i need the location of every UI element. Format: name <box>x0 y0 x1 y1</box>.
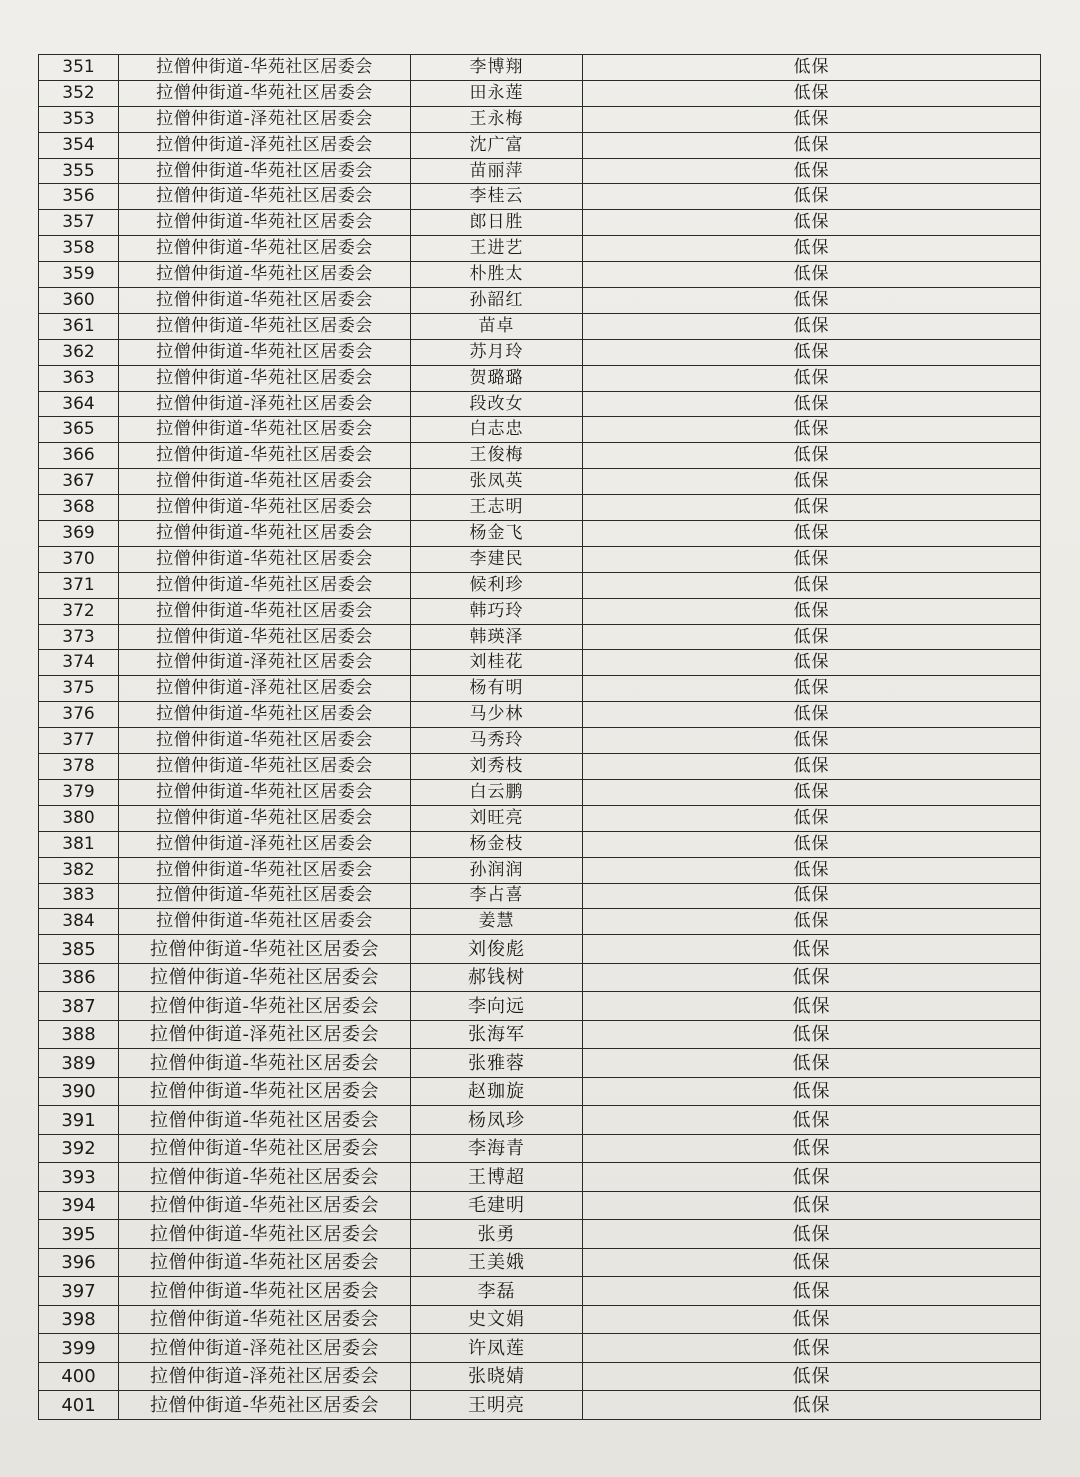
table-row <box>39 469 1041 495</box>
name-cell: 李海青 <box>411 1134 583 1163</box>
table-row <box>39 1020 1041 1049</box>
assistance-type-cell: 低保 <box>583 702 1041 728</box>
serial-number-cell: 373 <box>39 624 119 650</box>
serial-number-cell: 357 <box>39 210 119 236</box>
assistance-type-cell: 低保 <box>583 963 1041 992</box>
organization-cell: 拉僧仲街道-华苑社区居委会 <box>119 624 411 650</box>
organization-cell: 拉僧仲街道-华苑社区居委会 <box>119 236 411 262</box>
assistance-type-cell: 低保 <box>583 676 1041 702</box>
assistance-type-cell: 低保 <box>583 1334 1041 1363</box>
assistance-type-cell: 低保 <box>583 1049 1041 1078</box>
assistance-type-cell: 低保 <box>583 779 1041 805</box>
assistance-type-cell: 低保 <box>583 236 1041 262</box>
name-cell: 贺璐璐 <box>411 365 583 391</box>
table-row <box>39 1077 1041 1106</box>
serial-number-cell: 378 <box>39 754 119 780</box>
table-row <box>39 883 1041 909</box>
table-row <box>39 184 1041 210</box>
serial-number-cell: 389 <box>39 1049 119 1078</box>
assistance-type-cell: 低保 <box>583 546 1041 572</box>
assistance-type-cell: 低保 <box>583 288 1041 314</box>
serial-number-cell: 396 <box>39 1248 119 1277</box>
serial-number-cell: 361 <box>39 313 119 339</box>
name-cell: 李桂云 <box>411 184 583 210</box>
name-cell: 王永梅 <box>411 106 583 132</box>
table-row <box>39 1277 1041 1306</box>
table-row <box>39 1134 1041 1163</box>
table-row <box>39 1305 1041 1334</box>
name-cell: 郝钱树 <box>411 963 583 992</box>
organization-cell: 拉僧仲街道-华苑社区居委会 <box>119 339 411 365</box>
assistance-type-cell: 低保 <box>583 80 1041 106</box>
assistance-type-cell: 低保 <box>583 650 1041 676</box>
name-cell: 朴胜太 <box>411 262 583 288</box>
table-row <box>39 521 1041 547</box>
assistance-type-cell: 低保 <box>583 992 1041 1021</box>
name-cell: 张凤英 <box>411 469 583 495</box>
organization-cell: 拉僧仲街道-华苑社区居委会 <box>119 417 411 443</box>
table-row <box>39 1391 1041 1420</box>
organization-cell: 拉僧仲街道-华苑社区居委会 <box>119 572 411 598</box>
table-row <box>39 650 1041 676</box>
serial-number-cell: 367 <box>39 469 119 495</box>
table-row <box>39 495 1041 521</box>
table-row <box>39 339 1041 365</box>
organization-cell: 拉僧仲街道-华苑社区居委会 <box>119 546 411 572</box>
organization-cell: 拉僧仲街道-华苑社区居委会 <box>119 184 411 210</box>
assistance-type-cell: 低保 <box>583 883 1041 909</box>
assistance-type-cell: 低保 <box>583 572 1041 598</box>
assistance-type-cell: 低保 <box>583 521 1041 547</box>
organization-cell: 拉僧仲街道-华苑社区居委会 <box>119 80 411 106</box>
assistance-type-cell: 低保 <box>583 1391 1041 1420</box>
assistance-type-cell: 低保 <box>583 1191 1041 1220</box>
table-row <box>39 963 1041 992</box>
table-body <box>39 55 1041 1420</box>
organization-cell: 拉僧仲街道-华苑社区居委会 <box>119 288 411 314</box>
assistance-type-cell: 低保 <box>583 184 1041 210</box>
name-cell: 白志忠 <box>411 417 583 443</box>
serial-number-cell: 366 <box>39 443 119 469</box>
organization-cell: 拉僧仲街道-华苑社区居委会 <box>119 1049 411 1078</box>
serial-number-cell: 386 <box>39 963 119 992</box>
serial-number-cell: 395 <box>39 1220 119 1249</box>
table-row <box>39 210 1041 236</box>
organization-cell: 拉僧仲街道-泽苑社区居委会 <box>119 132 411 158</box>
organization-cell: 拉僧仲街道-华苑社区居委会 <box>119 365 411 391</box>
assistance-type-cell: 低保 <box>583 1106 1041 1135</box>
assistance-type-cell: 低保 <box>583 313 1041 339</box>
serial-number-cell: 381 <box>39 831 119 857</box>
serial-number-cell: 356 <box>39 184 119 210</box>
organization-cell: 拉僧仲街道-华苑社区居委会 <box>119 883 411 909</box>
name-cell: 张勇 <box>411 1220 583 1249</box>
serial-number-cell: 369 <box>39 521 119 547</box>
table-row <box>39 80 1041 106</box>
organization-cell: 拉僧仲街道-华苑社区居委会 <box>119 158 411 184</box>
name-cell: 马秀玲 <box>411 728 583 754</box>
table-row <box>39 1220 1041 1249</box>
organization-cell: 拉僧仲街道-华苑社区居委会 <box>119 754 411 780</box>
assistance-type-cell: 低保 <box>583 365 1041 391</box>
organization-cell: 拉僧仲街道-华苑社区居委会 <box>119 1305 411 1334</box>
assistance-type-cell: 低保 <box>583 624 1041 650</box>
assistance-type-cell: 低保 <box>583 469 1041 495</box>
organization-cell: 拉僧仲街道-华苑社区居委会 <box>119 262 411 288</box>
organization-cell: 拉僧仲街道-华苑社区居委会 <box>119 210 411 236</box>
assistance-type-cell: 低保 <box>583 598 1041 624</box>
name-cell: 马少林 <box>411 702 583 728</box>
name-cell: 刘秀枝 <box>411 754 583 780</box>
assistance-type-cell: 低保 <box>583 210 1041 236</box>
table-row <box>39 1334 1041 1363</box>
table-row <box>39 1106 1041 1135</box>
organization-cell: 拉僧仲街道-华苑社区居委会 <box>119 1106 411 1135</box>
table-row <box>39 1049 1041 1078</box>
organization-cell: 拉僧仲街道-华苑社区居委会 <box>119 992 411 1021</box>
table-row <box>39 676 1041 702</box>
table-row <box>39 754 1041 780</box>
table-row <box>39 288 1041 314</box>
table-row <box>39 106 1041 132</box>
table-row <box>39 313 1041 339</box>
serial-number-cell: 351 <box>39 55 119 81</box>
serial-number-cell: 391 <box>39 1106 119 1135</box>
serial-number-cell: 377 <box>39 728 119 754</box>
name-cell: 白云鹏 <box>411 779 583 805</box>
assistance-type-cell: 低保 <box>583 728 1041 754</box>
name-cell: 苏月玲 <box>411 339 583 365</box>
assistance-type-cell: 低保 <box>583 1220 1041 1249</box>
serial-number-cell: 401 <box>39 1391 119 1420</box>
assistance-type-cell: 低保 <box>583 262 1041 288</box>
assistance-type-cell: 低保 <box>583 857 1041 883</box>
name-cell: 苗卓 <box>411 313 583 339</box>
organization-cell: 拉僧仲街道-华苑社区居委会 <box>119 469 411 495</box>
organization-cell: 拉僧仲街道-华苑社区居委会 <box>119 521 411 547</box>
organization-cell: 拉僧仲街道-华苑社区居委会 <box>119 935 411 964</box>
name-cell: 段改女 <box>411 391 583 417</box>
organization-cell: 拉僧仲街道-泽苑社区居委会 <box>119 391 411 417</box>
name-cell: 刘桂花 <box>411 650 583 676</box>
serial-number-cell: 382 <box>39 857 119 883</box>
organization-cell: 拉僧仲街道-华苑社区居委会 <box>119 805 411 831</box>
serial-number-cell: 375 <box>39 676 119 702</box>
table-row <box>39 1191 1041 1220</box>
serial-number-cell: 359 <box>39 262 119 288</box>
assistance-type-cell: 低保 <box>583 391 1041 417</box>
name-cell: 郎日胜 <box>411 210 583 236</box>
name-cell: 杨有明 <box>411 676 583 702</box>
table-row <box>39 992 1041 1021</box>
assistance-type-cell: 低保 <box>583 339 1041 365</box>
serial-number-cell: 384 <box>39 909 119 935</box>
organization-cell: 拉僧仲街道-华苑社区居委会 <box>119 963 411 992</box>
name-cell: 李向远 <box>411 992 583 1021</box>
name-cell: 王博超 <box>411 1163 583 1192</box>
table-row <box>39 702 1041 728</box>
organization-cell: 拉僧仲街道-华苑社区居委会 <box>119 1163 411 1192</box>
serial-number-cell: 374 <box>39 650 119 676</box>
serial-number-cell: 352 <box>39 80 119 106</box>
serial-number-cell: 400 <box>39 1362 119 1391</box>
serial-number-cell: 370 <box>39 546 119 572</box>
assistance-type-cell: 低保 <box>583 443 1041 469</box>
table-row <box>39 831 1041 857</box>
table-row <box>39 365 1041 391</box>
assistance-type-cell: 低保 <box>583 158 1041 184</box>
organization-cell: 拉僧仲街道-华苑社区居委会 <box>119 443 411 469</box>
serial-number-cell: 364 <box>39 391 119 417</box>
name-cell: 沈广富 <box>411 132 583 158</box>
name-cell: 王进艺 <box>411 236 583 262</box>
assistance-type-cell: 低保 <box>583 754 1041 780</box>
name-cell: 王明亮 <box>411 1391 583 1420</box>
assistance-type-cell: 低保 <box>583 495 1041 521</box>
table-row <box>39 236 1041 262</box>
organization-cell: 拉僧仲街道-华苑社区居委会 <box>119 1248 411 1277</box>
serial-number-cell: 372 <box>39 598 119 624</box>
table-row <box>39 391 1041 417</box>
assistance-type-cell: 低保 <box>583 1163 1041 1192</box>
organization-cell: 拉僧仲街道-泽苑社区居委会 <box>119 831 411 857</box>
name-cell: 杨金枝 <box>411 831 583 857</box>
name-cell: 史文娟 <box>411 1305 583 1334</box>
serial-number-cell: 358 <box>39 236 119 262</box>
name-cell: 杨金飞 <box>411 521 583 547</box>
name-cell: 张海军 <box>411 1020 583 1049</box>
name-cell: 赵珈旋 <box>411 1077 583 1106</box>
table-row <box>39 262 1041 288</box>
serial-number-cell: 398 <box>39 1305 119 1334</box>
serial-number-cell: 376 <box>39 702 119 728</box>
organization-cell: 拉僧仲街道-华苑社区居委会 <box>119 857 411 883</box>
name-cell: 孙韶红 <box>411 288 583 314</box>
serial-number-cell: 355 <box>39 158 119 184</box>
table-row <box>39 546 1041 572</box>
organization-cell: 拉僧仲街道-华苑社区居委会 <box>119 1134 411 1163</box>
serial-number-cell: 365 <box>39 417 119 443</box>
serial-number-cell: 390 <box>39 1077 119 1106</box>
table-row <box>39 805 1041 831</box>
serial-number-cell: 380 <box>39 805 119 831</box>
assistance-type-cell: 低保 <box>583 1277 1041 1306</box>
name-cell: 姜慧 <box>411 909 583 935</box>
table-row <box>39 624 1041 650</box>
name-cell: 候利珍 <box>411 572 583 598</box>
assistance-type-cell: 低保 <box>583 417 1041 443</box>
assistance-type-cell: 低保 <box>583 1077 1041 1106</box>
organization-cell: 拉僧仲街道-华苑社区居委会 <box>119 1191 411 1220</box>
serial-number-cell: 371 <box>39 572 119 598</box>
organization-cell: 拉僧仲街道-泽苑社区居委会 <box>119 676 411 702</box>
assistance-type-cell: 低保 <box>583 1020 1041 1049</box>
serial-number-cell: 393 <box>39 1163 119 1192</box>
assistance-type-cell: 低保 <box>583 831 1041 857</box>
assistance-type-cell: 低保 <box>583 1248 1041 1277</box>
table-row <box>39 158 1041 184</box>
name-cell: 韩巧玲 <box>411 598 583 624</box>
serial-number-cell: 394 <box>39 1191 119 1220</box>
organization-cell: 拉僧仲街道-华苑社区居委会 <box>119 598 411 624</box>
table-row <box>39 417 1041 443</box>
serial-number-cell: 363 <box>39 365 119 391</box>
assistance-type-cell: 低保 <box>583 1362 1041 1391</box>
name-cell: 刘俊彪 <box>411 935 583 964</box>
assistance-type-cell: 低保 <box>583 55 1041 81</box>
assistance-type-cell: 低保 <box>583 132 1041 158</box>
table-row <box>39 1362 1041 1391</box>
name-cell: 李磊 <box>411 1277 583 1306</box>
organization-cell: 拉僧仲街道-泽苑社区居委会 <box>119 1020 411 1049</box>
organization-cell: 拉僧仲街道-华苑社区居委会 <box>119 1277 411 1306</box>
organization-cell: 拉僧仲街道-泽苑社区居委会 <box>119 1362 411 1391</box>
organization-cell: 拉僧仲街道-泽苑社区居委会 <box>119 106 411 132</box>
table-row <box>39 857 1041 883</box>
name-cell: 张晓婧 <box>411 1362 583 1391</box>
organization-cell: 拉僧仲街道-华苑社区居委会 <box>119 55 411 81</box>
assistance-type-cell: 低保 <box>583 1305 1041 1334</box>
name-cell: 韩瑛泽 <box>411 624 583 650</box>
assistance-type-cell: 低保 <box>583 935 1041 964</box>
name-cell: 孙润润 <box>411 857 583 883</box>
table-row <box>39 728 1041 754</box>
table-row <box>39 935 1041 964</box>
name-cell: 王俊梅 <box>411 443 583 469</box>
table-row <box>39 909 1041 935</box>
serial-number-cell: 368 <box>39 495 119 521</box>
name-cell: 田永莲 <box>411 80 583 106</box>
organization-cell: 拉僧仲街道-华苑社区居委会 <box>119 779 411 805</box>
serial-number-cell: 387 <box>39 992 119 1021</box>
serial-number-cell: 354 <box>39 132 119 158</box>
serial-number-cell: 385 <box>39 935 119 964</box>
serial-number-cell: 383 <box>39 883 119 909</box>
serial-number-cell: 392 <box>39 1134 119 1163</box>
organization-cell: 拉僧仲街道-泽苑社区居委会 <box>119 1334 411 1363</box>
name-cell: 张雅蓉 <box>411 1049 583 1078</box>
name-cell: 杨凤珍 <box>411 1106 583 1135</box>
table-row <box>39 779 1041 805</box>
assistance-type-cell: 低保 <box>583 1134 1041 1163</box>
serial-number-cell: 362 <box>39 339 119 365</box>
table-row <box>39 598 1041 624</box>
organization-cell: 拉僧仲街道-华苑社区居委会 <box>119 313 411 339</box>
serial-number-cell: 399 <box>39 1334 119 1363</box>
assistance-type-cell: 低保 <box>583 805 1041 831</box>
serial-number-cell: 388 <box>39 1020 119 1049</box>
name-cell: 王美娥 <box>411 1248 583 1277</box>
organization-cell: 拉僧仲街道-华苑社区居委会 <box>119 909 411 935</box>
organization-cell: 拉僧仲街道-华苑社区居委会 <box>119 728 411 754</box>
organization-cell: 拉僧仲街道-华苑社区居委会 <box>119 1391 411 1420</box>
organization-cell: 拉僧仲街道-华苑社区居委会 <box>119 1077 411 1106</box>
name-cell: 许凤莲 <box>411 1334 583 1363</box>
name-cell: 刘旺亮 <box>411 805 583 831</box>
table-row <box>39 1248 1041 1277</box>
serial-number-cell: 353 <box>39 106 119 132</box>
organization-cell: 拉僧仲街道-泽苑社区居委会 <box>119 650 411 676</box>
recipient-table <box>38 54 1041 1420</box>
table-row <box>39 443 1041 469</box>
serial-number-cell: 360 <box>39 288 119 314</box>
serial-number-cell: 379 <box>39 779 119 805</box>
organization-cell: 拉僧仲街道-华苑社区居委会 <box>119 702 411 728</box>
name-cell: 王志明 <box>411 495 583 521</box>
serial-number-cell: 397 <box>39 1277 119 1306</box>
table-row <box>39 55 1041 81</box>
table-row <box>39 1163 1041 1192</box>
organization-cell: 拉僧仲街道-华苑社区居委会 <box>119 1220 411 1249</box>
assistance-type-cell: 低保 <box>583 106 1041 132</box>
table-row <box>39 572 1041 598</box>
assistance-type-cell: 低保 <box>583 909 1041 935</box>
name-cell: 李建民 <box>411 546 583 572</box>
name-cell: 李占喜 <box>411 883 583 909</box>
organization-cell: 拉僧仲街道-华苑社区居委会 <box>119 495 411 521</box>
name-cell: 苗丽萍 <box>411 158 583 184</box>
name-cell: 毛建明 <box>411 1191 583 1220</box>
name-cell: 李博翔 <box>411 55 583 81</box>
table-row <box>39 132 1041 158</box>
